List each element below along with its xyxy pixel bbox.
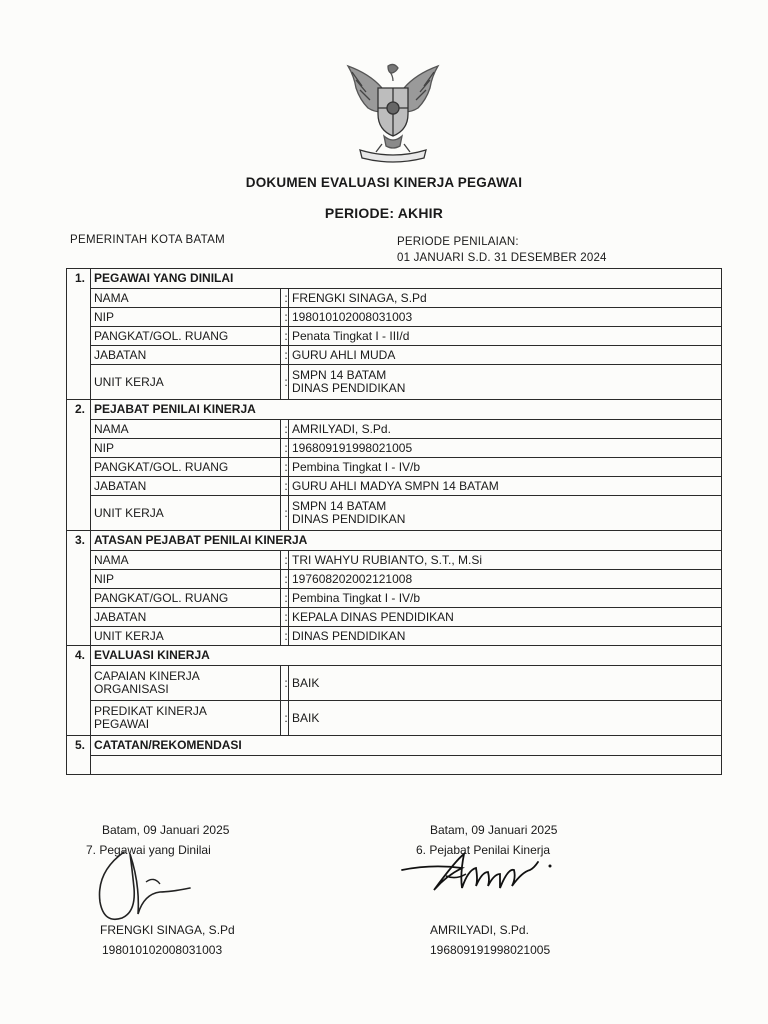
table-row [67,289,722,308]
section-title: ATASAN PEJABAT PENILAI KINERJA [91,531,722,551]
table-row [67,439,722,458]
colon: : [281,666,289,701]
field-value: AMRILYADI, S.Pd. [289,420,722,439]
table-row [67,365,722,400]
section-header [67,269,722,289]
field-label: UNIT KERJA [91,365,281,400]
colon: : [281,589,289,608]
unit-line: SMPN 14 BATAM [292,499,387,513]
field-value: Penata Tingkat I - III/d [289,327,722,346]
section-header [67,531,722,551]
section-header [67,400,722,420]
section-number: 1. [67,269,91,400]
table-row [67,589,722,608]
garuda-emblem-icon [338,58,448,168]
section-header [67,736,722,756]
field-value: GURU AHLI MADYA SMPN 14 BATAM [289,477,722,496]
organization: PEMERINTAH KOTA BATAM [70,234,225,246]
signature-employee-icon [90,842,210,932]
label-line: PEGAWAI [94,717,150,731]
colon: : [281,327,289,346]
field-value: BAIK [289,666,722,701]
table-row [67,570,722,589]
section-number: 2. [67,400,91,531]
section-number: 5. [67,736,91,775]
field-value: Pembina Tingkat I - IV/b [289,589,722,608]
section-title: CATATAN/REKOMENDASI [91,736,722,756]
section-title: PEGAWAI YANG DINILAI [91,269,722,289]
field-label: JABATAN [91,608,281,627]
label-line: ORGANISASI [94,682,169,696]
field-value: 196809191998021005 [289,439,722,458]
field-label: JABATAN [91,477,281,496]
table-row [67,608,722,627]
section-number: 4. [67,646,91,736]
table-row [67,666,722,701]
colon: : [281,496,289,531]
signer-nip: 196809191998021005 [430,943,551,957]
field-label: NIP [91,308,281,327]
field-label: UNIT KERJA [91,627,281,646]
table-row [67,420,722,439]
field-value: 197608202002121008 [289,570,722,589]
notes-field [91,756,722,775]
notes-row [67,756,722,775]
unit-line: DINAS PENDIDIKAN [292,381,406,395]
section-title: EVALUASI KINERJA [91,646,722,666]
field-label: NIP [91,439,281,458]
table-row [67,477,722,496]
colon: : [281,289,289,308]
colon: : [281,346,289,365]
place-date: Batam, 09 Januari 2025 [430,823,558,837]
label-line: CAPAIAN KINERJA [94,669,200,683]
field-value [289,496,722,531]
place-date: Batam, 09 Januari 2025 [102,823,230,837]
colon: : [281,458,289,477]
field-label: NAMA [91,420,281,439]
evaluation-table [66,268,722,775]
table-row [67,551,722,570]
period-type: PERIODE: AKHIR [324,205,444,221]
colon: : [281,608,289,627]
signer-role: 6. Pejabat Penilai Kinerja [416,843,551,857]
field-label [91,701,281,736]
colon: : [281,570,289,589]
unit-line: DINAS PENDIDIKAN [292,512,406,526]
table-row [67,308,722,327]
field-value: TRI WAHYU RUBIANTO, S.T., M.Si [289,551,722,570]
field-value [289,365,722,400]
colon: : [281,477,289,496]
colon: : [281,439,289,458]
table-row [67,496,722,531]
signer-role: 7. Pegawai yang Dinilai [86,843,211,857]
unit-line: SMPN 14 BATAM [292,368,387,382]
field-value: FRENGKI SINAGA, S.Pd [289,289,722,308]
field-label: NAMA [91,289,281,308]
colon: : [281,551,289,570]
field-label: PANGKAT/GOL. RUANG [91,458,281,477]
field-value: BAIK [289,701,722,736]
assessment-period [397,234,607,266]
table-row [67,346,722,365]
signer-nip: 198010102008031003 [102,943,223,957]
field-value: 198010102008031003 [289,308,722,327]
signer-name: FRENGKI SINAGA, S.Pd [100,923,235,937]
period-label: PERIODE PENILAIAN: [397,236,519,248]
table-row [67,701,722,736]
field-label [91,666,281,701]
field-value: Pembina Tingkat I - IV/b [289,458,722,477]
signer-name: AMRILYADI, S.Pd. [430,923,529,937]
colon: : [281,701,289,736]
field-label: JABATAN [91,346,281,365]
colon: : [281,627,289,646]
label-line: PREDIKAT KINERJA [94,704,207,718]
table-row [67,627,722,646]
signature-assessor-icon [398,846,558,906]
colon: : [281,420,289,439]
field-label: UNIT KERJA [91,496,281,531]
section-header [67,646,722,666]
table-row [67,327,722,346]
table-row [67,458,722,477]
colon: : [281,365,289,400]
section-title: PEJABAT PENILAI KINERJA [91,400,722,420]
section-number: 3. [67,531,91,646]
field-label: PANGKAT/GOL. RUANG [91,327,281,346]
field-label: NIP [91,570,281,589]
field-label: NAMA [91,551,281,570]
field-value: GURU AHLI MUDA [289,346,722,365]
colon: : [281,308,289,327]
field-value: DINAS PENDIDIKAN [289,627,722,646]
field-label: PANGKAT/GOL. RUANG [91,589,281,608]
document-title: DOKUMEN EVALUASI KINERJA PEGAWAI [245,175,523,190]
field-value: KEPALA DINAS PENDIDIKAN [289,608,722,627]
period-value: 01 JANUARI S.D. 31 DESEMBER 2024 [397,252,607,264]
